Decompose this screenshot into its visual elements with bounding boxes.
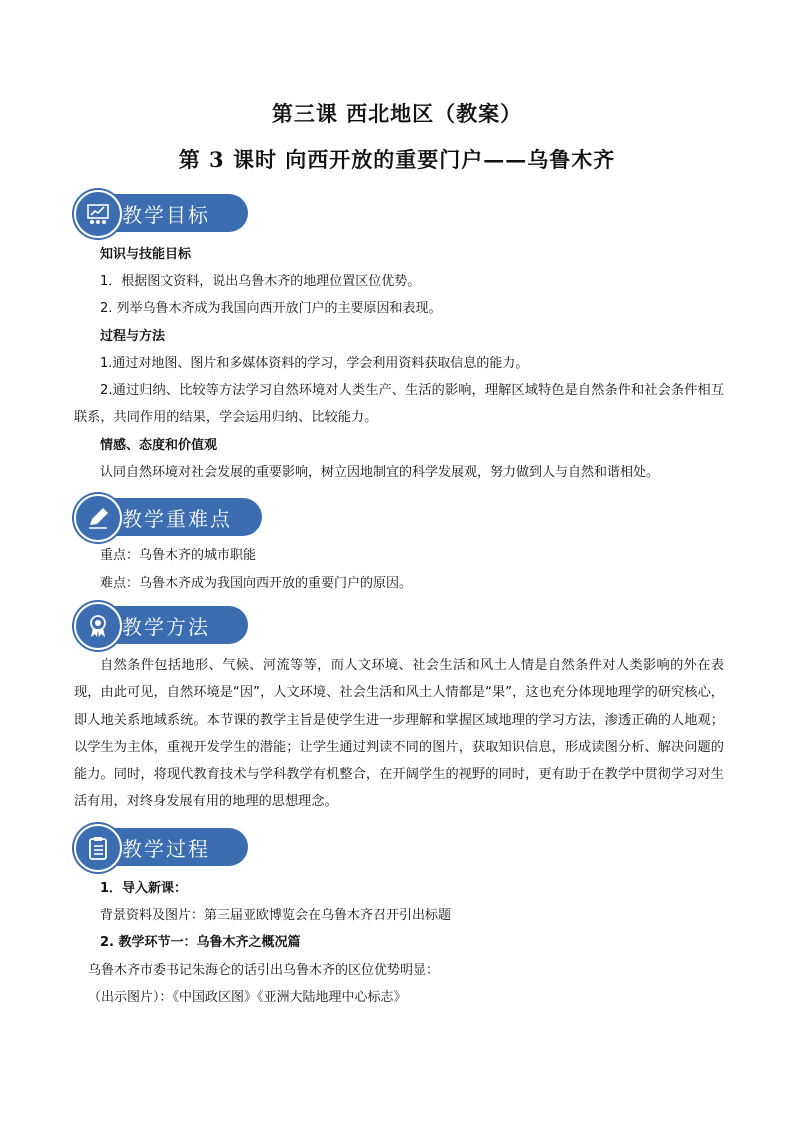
- page-subtitle: 第 3 课时 向西开放的重要门户——乌鲁木齐: [178, 147, 616, 172]
- page-title: 第三课 西北地区（教案）: [271, 101, 523, 126]
- step2-title: 2. 教学环节一：乌鲁木齐之概况篇: [100, 935, 301, 950]
- knowledge-item-1: 1．根据图文资料，说出乌鲁木齐的地理位置区位优势。: [100, 274, 421, 289]
- methods-paragraph: 自然条件包括地形、气候、河流等等，而人文环境、社会生活和风土人情是自然条件对人类影响的外在表现，由此可见，自然环境是“因”，人文环境、社会生活和风土人情都是“果”，这也充分体现地理学的研究核心，即人地关系地域系统。本节课的教学主旨是使学生进一步理解和掌握区域地理的学习方法，渗透正确的人地观；以学生为主体，重视开发学生的潜能；让学生通过判读不同的图片，获取知识信息，形成读图分析、解决问题的能力。同时，将现代教育技术与学科教学有机整合，在开阔学生的视野的同时，更有助于在教学中贯彻学习对生活有用，对终身发展有用的地理的思想理念。: [74, 658, 724, 810]
- clipboard-icon: [74, 824, 122, 872]
- difficult-point: 难点：乌鲁木齐成为我国向西开放的重要门户的原因。: [100, 576, 413, 591]
- step2-show: （出示图片）：《中国政区图》《亚洲大陆地理中心标志》: [88, 990, 407, 1005]
- section-heading: 教学过程: [122, 837, 210, 861]
- pencil-icon: [74, 494, 122, 542]
- award-ribbon-icon: [74, 602, 122, 650]
- team-chart-icon: [74, 190, 122, 238]
- step2-text: 乌鲁木齐市委书记朱海仑的话引出乌鲁木齐的区位优势明显：: [88, 963, 440, 978]
- section-heading: 教学目标: [122, 203, 210, 227]
- process-item-2: 2.通过归纳、比较等方法学习自然环境对人类生产、生活的影响，理解区域特色是自然条件和社会条件相互联系，共同作用的结果，学会运用归纳、比较能力。: [74, 383, 724, 425]
- emotion-item-1: 认同自然环境对社会发展的重要影响，树立因地制宜的科学发展观，努力做到人与自然和谐相处。: [100, 465, 660, 480]
- step1-title: 1．导入新课：: [100, 881, 188, 896]
- emotion-title: 情感、态度和价值观: [100, 438, 218, 453]
- section-heading: 教学重难点: [122, 507, 232, 531]
- step1-text: 背景资料及图片：第三届亚欧博览会在乌鲁木齐召开引出标题: [100, 908, 452, 923]
- key-point: 重点：乌鲁木齐的城市职能: [100, 548, 257, 563]
- process-title: 过程与方法: [100, 329, 166, 344]
- process-item-1: 1.通过对地图、图片和多媒体资料的学习，学会利用资料获取信息的能力。: [100, 356, 529, 371]
- knowledge-title: 知识与技能目标: [100, 247, 192, 262]
- section-heading: 教学方法: [122, 615, 210, 639]
- knowledge-item-2: 2. 列举乌鲁木齐成为我国向西开放门户的主要原因和表现。: [100, 301, 442, 316]
